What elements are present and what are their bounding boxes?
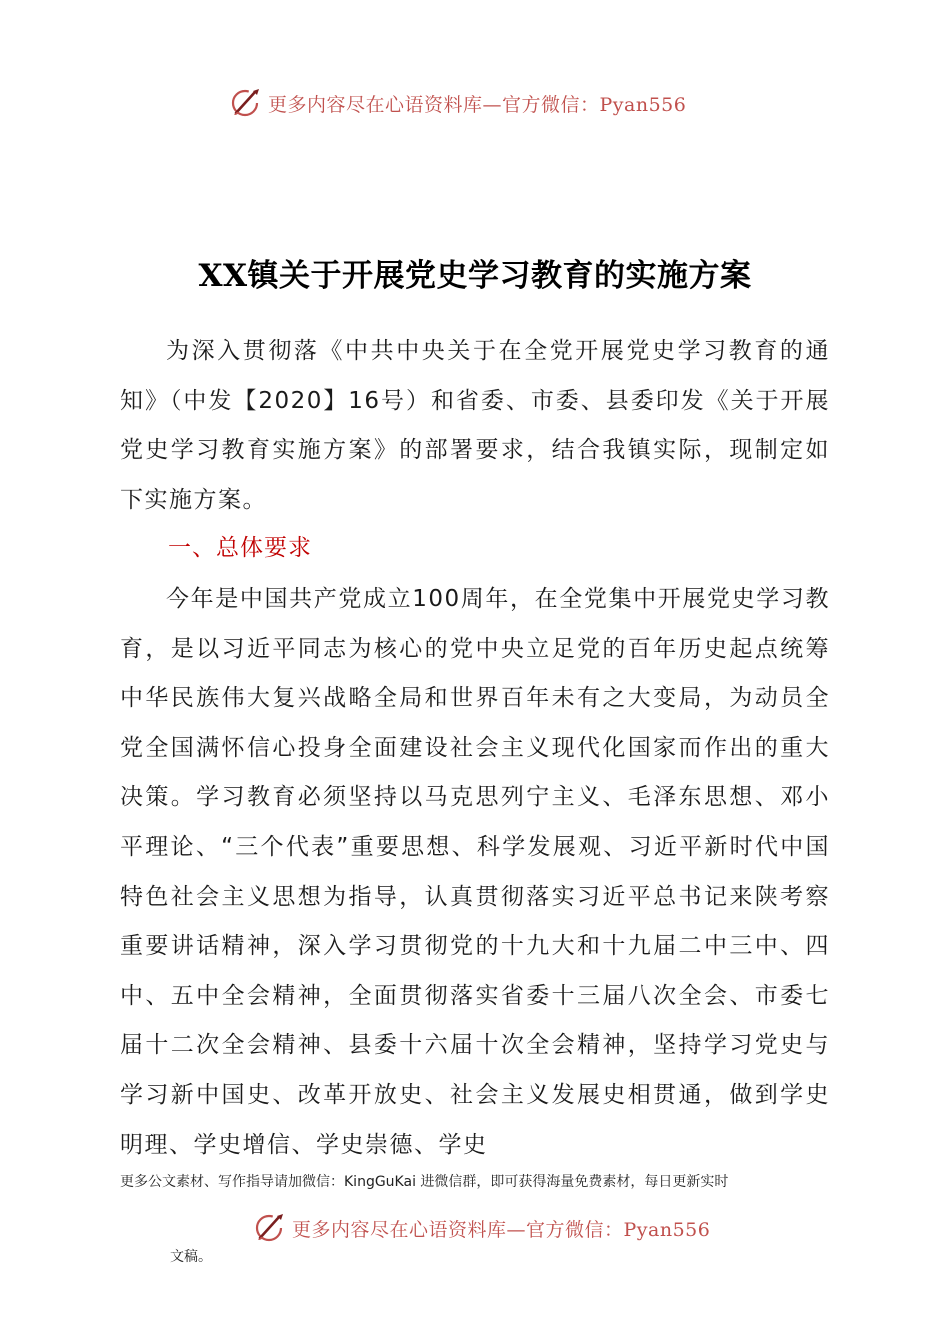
section-body-paragraph: 今年是中国共产党成立100周年，在全党集中开展党史学习教育，是以习近平同志为核心的党中央立足党的百年历史起点统筹中华民族伟大复兴战略全局和世界百年未有之大变局，为动员全党全国满怀信心投身全面建设社会主义现代化国家而作出的重大决策。学习教育必须坚持以马克思列宁主义、毛泽东思想、邓小平理论、“三个代表”重要思想、科学发展观、习近平新时代中国特色社会主义思想为指导，认真贯彻落实习近平总书记来陕考察重要讲话精神，深入学习贯彻党的十九大和十九届二中三中、四中、五中全会精神，全面贯彻落实省委十三届八次全会、市委七届十二次全会精神、县委十六届十次全会精神，坚持学习党史与学习新中国史、改革开放史、社会主义发展史相贯通，做到学史明理、学史增信、学史崇德、学史 [120,586,830,1158]
footer-promo-text: 更多公文素材、写作指导请加微信：KingGuKai 进微信群，即可获得海量免费素材，每日更新实时 [120,1174,729,1190]
watermark-header [228,83,686,123]
document-title: XX镇关于开展党史学习教育的实施方案 [198,258,752,294]
footer-tail-text: 文稿。 [170,1249,212,1265]
section-heading-general-requirements: 一、总体要求 [168,535,312,561]
brush-logo-icon [252,1210,288,1246]
watermark-text: 更多内容尽在心语资料库—官方微信：Pyan556 [292,1218,711,1241]
watermark-text: 更多内容尽在心语资料库—官方微信：Pyan556 [268,93,687,116]
brush-logo-icon [228,85,264,121]
intro-paragraph: 为深入贯彻落《中共中央关于在全党开展党史学习教育的通知》（中发【2020】16号）和省委、市委、县委印发《关于开展党史学习教育实施方案》的部署要求，结合我镇实际，现制定如下实施方案。 [120,338,830,513]
watermark-footer [252,1208,710,1248]
